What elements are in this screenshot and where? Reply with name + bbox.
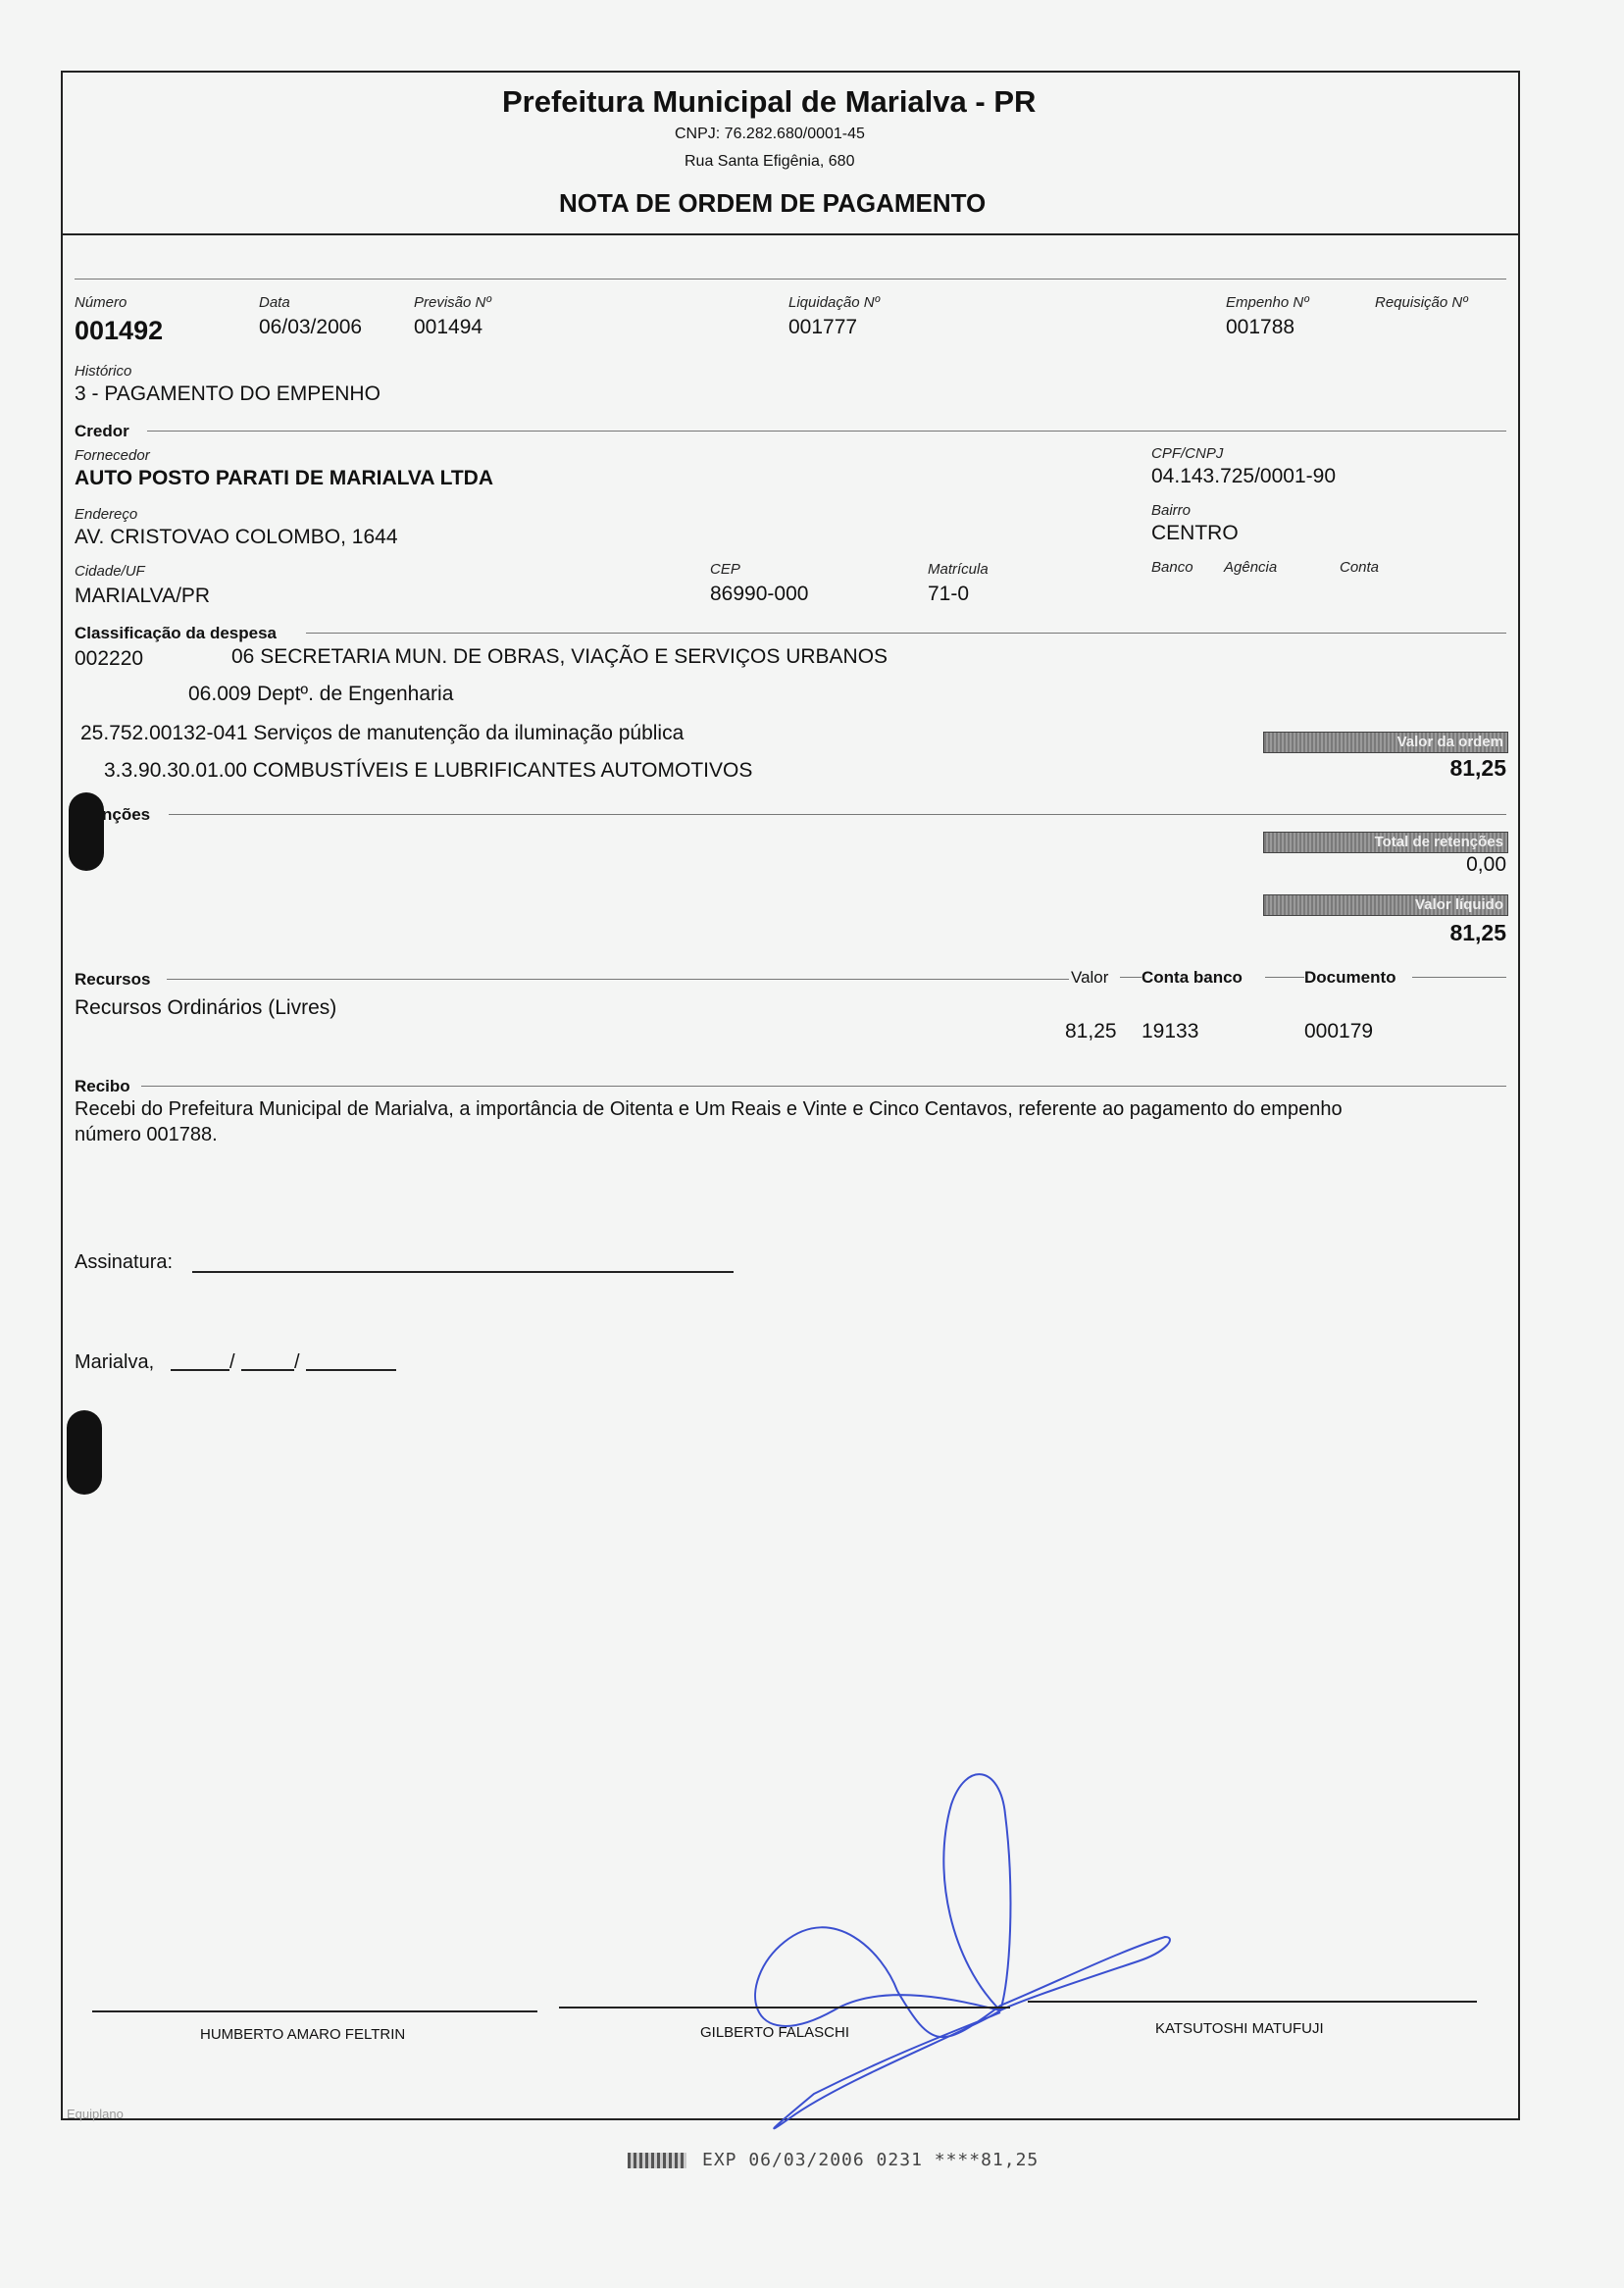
retencoes-divider — [169, 814, 1506, 815]
header-cnpj: CNPJ: 76.282.680/0001-45 — [675, 126, 865, 142]
software-credit: Equiplano — [67, 2107, 124, 2121]
date-day-line[interactable] — [171, 1369, 229, 1371]
total-retencoes-value: 0,00 — [1466, 853, 1506, 876]
recursos-valor: 81,25 — [1065, 1020, 1117, 1042]
cpf-label: CPF/CNPJ — [1151, 445, 1224, 462]
recursos-conta-banco: 19133 — [1142, 1020, 1199, 1042]
agencia-label: Agência — [1224, 559, 1278, 576]
document-title: NOTA DE ORDEM DE PAGAMENTO — [559, 188, 987, 218]
bairro-label: Bairro — [1151, 502, 1192, 519]
retencoes-section-title: nções — [102, 805, 151, 824]
classificacao-secretaria: 06 SECRETARIA MUN. DE OBRAS, VIAÇÃO E SERVIÇOS URBANOS — [231, 645, 888, 668]
numero-value: 001492 — [75, 316, 164, 345]
classificacao-projeto: 25.752.00132-041 Serviços de manutenção da iluminação pública — [80, 722, 685, 744]
bank-autentication-stamp — [628, 2150, 1039, 2170]
classificacao-elemento: 3.3.90.30.01.00 COMBUSTÍVEIS E LUBRIFICANTES AUTOMOTIVOS — [104, 759, 753, 782]
historico-label: Histórico — [75, 363, 132, 380]
classificacao-code: 002220 — [75, 647, 144, 670]
data-label: Data — [259, 294, 290, 311]
signature-line-3[interactable] — [1028, 2001, 1477, 2003]
classificacao-departamento: 06.009 Deptº. de Engenharia — [188, 683, 454, 705]
assinatura-line[interactable] — [192, 1271, 734, 1273]
documento-label: Documento — [1304, 968, 1396, 987]
date-sep-1: / — [229, 1351, 235, 1373]
endereco-value: AV. CRISTOVAO COLOMBO, 1644 — [75, 526, 398, 548]
recursos-desc: Recursos Ordinários (Livres) — [75, 996, 337, 1019]
page-title: Prefeitura Municipal de Marialva - PR — [502, 84, 1037, 119]
date-month-line[interactable] — [241, 1369, 294, 1371]
header-address: Rua Santa Efigênia, 680 — [685, 153, 855, 170]
empenho-value: 001788 — [1226, 316, 1295, 338]
valor-liquido-value: 81,25 — [1449, 920, 1506, 945]
recursos-valor-label: Valor — [1071, 968, 1109, 987]
recibo-text-line2: número 001788. — [75, 1124, 218, 1145]
recibo-text-line1: Recebi do Prefeitura Municipal de Marialva, a importância de Oitenta e Um Reais e Vinte e Cinco Centavos, referente ao pagamento do empenho — [75, 1098, 1343, 1120]
fornecedor-value: AUTO POSTO PARATI DE MARIALVA LTDA — [75, 467, 493, 489]
previsao-value: 001494 — [414, 316, 483, 338]
stamp-text: EXP 06/03/2006 0231 ****81,25 — [702, 2150, 1040, 2170]
previsao-label: Previsão Nº — [414, 294, 491, 311]
endereco-label: Endereço — [75, 506, 138, 523]
assinatura-label: Assinatura: — [75, 1251, 174, 1273]
conta-banco-label: Conta banco — [1142, 968, 1243, 987]
empenho-label: Empenho Nº — [1226, 294, 1309, 311]
matricula-value: 71-0 — [928, 583, 970, 605]
header-divider — [61, 233, 1520, 235]
top-fields-divider — [75, 279, 1506, 280]
classificacao-divider — [306, 633, 1506, 634]
total-retencoes-label: Total de retenções — [1374, 834, 1503, 850]
historico-value: 3 - PAGAMENTO DO EMPENHO — [75, 382, 381, 405]
requisicao-label: Requisição Nº — [1375, 294, 1468, 311]
cidade-value: MARIALVA/PR — [75, 585, 211, 607]
signature-line-2[interactable] — [559, 2007, 1010, 2008]
recursos-divider-2 — [1120, 977, 1142, 978]
cep-label: CEP — [710, 561, 740, 578]
credor-section-title: Credor — [75, 422, 129, 440]
recursos-divider-3 — [1265, 977, 1304, 978]
recibo-divider — [141, 1086, 1506, 1087]
valor-ordem-label: Valor da ordem — [1396, 734, 1503, 750]
date-city: Marialva, — [75, 1351, 155, 1373]
recursos-divider-4 — [1412, 977, 1506, 978]
handwritten-signature — [706, 1755, 1196, 2148]
recursos-documento: 000179 — [1304, 1020, 1374, 1042]
valor-liquido-bar — [1263, 894, 1508, 916]
matricula-label: Matrícula — [928, 561, 989, 578]
cpf-value: 04.143.725/0001-90 — [1151, 465, 1337, 487]
fornecedor-label: Fornecedor — [75, 447, 150, 464]
classificacao-section-title: Classificação da despesa — [75, 624, 278, 642]
valor-ordem-bar — [1263, 732, 1508, 753]
signature-name-2: GILBERTO FALASCHI — [700, 2024, 849, 2041]
bairro-value: CENTRO — [1151, 522, 1239, 544]
credor-divider — [147, 431, 1506, 432]
numero-label: Número — [75, 294, 127, 311]
cidade-label: Cidade/UF — [75, 563, 145, 580]
signature-line-1[interactable] — [92, 2010, 537, 2012]
stamp-logo-icon — [628, 2153, 686, 2168]
signature-name-3: KATSUTOSHI MATUFUJI — [1155, 2020, 1324, 2037]
data-value: 06/03/2006 — [259, 316, 363, 338]
liquidacao-value: 001777 — [788, 316, 858, 338]
date-year-line[interactable] — [306, 1369, 396, 1371]
date-sep-2: / — [294, 1351, 300, 1373]
valor-ordem-value: 81,25 — [1449, 755, 1506, 781]
punch-hole-mark — [69, 792, 104, 871]
signature-name-1: HUMBERTO AMARO FELTRIN — [200, 2026, 406, 2043]
recursos-section-title: Recursos — [75, 970, 151, 989]
punch-hole-mark-2 — [67, 1410, 102, 1495]
conta-label: Conta — [1340, 559, 1380, 576]
cep-value: 86990-000 — [710, 583, 809, 605]
recibo-section-title: Recibo — [75, 1077, 130, 1095]
banco-label: Banco — [1151, 559, 1193, 576]
valor-liquido-label: Valor líquido — [1414, 896, 1503, 913]
total-retencoes-bar — [1263, 832, 1508, 853]
recursos-divider — [167, 979, 1069, 980]
liquidacao-label: Liquidação Nº — [788, 294, 881, 311]
